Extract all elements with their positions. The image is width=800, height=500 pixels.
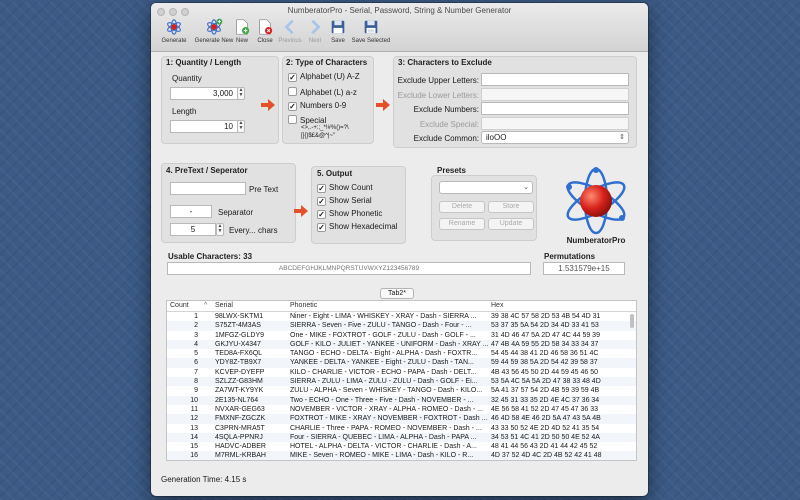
cell-count: 15 bbox=[190, 443, 198, 451]
flow-arrow-icon bbox=[376, 99, 390, 111]
cell-phonetic: TANGO - ECHO - DELTA - Eight - ALPHA - Dash - FOXTR... bbox=[290, 350, 478, 358]
sort-ascending-icon[interactable]: ^ bbox=[204, 302, 208, 309]
table-row[interactable] bbox=[167, 414, 636, 423]
table-scrollbar[interactable] bbox=[630, 314, 634, 328]
cell-hex: 4B 43 56 45 50 2D 44 59 45 46 50 bbox=[491, 368, 599, 376]
generate-new-label: Generate New bbox=[194, 38, 234, 44]
every-input[interactable]: 5 bbox=[170, 223, 216, 236]
cell-serial: KCVEP-DYEFP bbox=[215, 368, 265, 376]
cell-hex: 48 41 44 56 43 2D 41 44 42 45 52 bbox=[491, 443, 598, 451]
checkbox-checked[interactable]: ✓ bbox=[318, 223, 325, 232]
exclude-upper-label: Exclude Upper Letters: bbox=[397, 76, 479, 85]
cell-hex: 32 45 31 33 35 2D 4E 4C 37 36 34 bbox=[491, 396, 600, 404]
table-row[interactable] bbox=[167, 405, 636, 414]
cell-hex: 39 38 4C 57 58 2D 53 4B 54 4D 31 bbox=[491, 313, 601, 320]
cell-hex: 4E 56 58 41 52 2D 47 45 47 36 33 bbox=[491, 405, 599, 413]
length-stepper[interactable]: ▲ ▼ bbox=[238, 120, 244, 131]
cell-phonetic: Four - SIERRA - QUEBEC - LIMA - ALPHA - Dash - PAPA ... bbox=[290, 433, 477, 441]
checkbox-checked[interactable]: ✓ bbox=[318, 184, 325, 193]
alphabet-lower-checkbox[interactable] bbox=[288, 87, 357, 97]
cell-serial: FMXNF-ZGCZK bbox=[215, 415, 266, 423]
quantity-label: Quantity bbox=[172, 74, 202, 83]
show-count-checkbox[interactable] bbox=[317, 183, 373, 193]
cell-serial: 4SQLA-PPNRJ bbox=[215, 433, 263, 441]
pretext-input[interactable] bbox=[170, 182, 246, 195]
cell-phonetic: HOTEL - ALPHA - DELTA - VICTOR - CHARLIE - Dash - A... bbox=[290, 443, 477, 451]
update-preset-button[interactable]: Update bbox=[488, 218, 534, 230]
cell-phonetic: NOVEMBER - VICTOR - XRAY - ALPHA - ROMEO - Dash - ... bbox=[290, 405, 483, 413]
show-hexadecimal-label: Show Hexadecimal bbox=[329, 222, 398, 231]
atom-icon bbox=[165, 18, 183, 36]
save-selected-label: Save Selected bbox=[351, 38, 391, 44]
title-bar bbox=[151, 3, 648, 52]
special-chars-line-1: <>,.-+:;_*!#%()=?\ bbox=[301, 125, 349, 131]
cell-count: 1 bbox=[194, 313, 198, 320]
show-hexadecimal-checkbox[interactable] bbox=[317, 222, 397, 232]
cell-count: 3 bbox=[194, 331, 198, 339]
cell-serial: TED8A-FX6QL bbox=[215, 350, 263, 358]
usable-characters-field[interactable]: ABCDEFGHJKLMNPQRSTUVWXYZ123456789 bbox=[167, 262, 531, 275]
cell-hex: 46 4D 58 4E 46 2D 5A 47 43 5A 4B bbox=[491, 415, 601, 423]
chevron-left-icon bbox=[281, 18, 299, 36]
checkbox-checked[interactable]: ✓ bbox=[289, 73, 296, 82]
exclude-common-value: iloOO bbox=[486, 133, 507, 142]
table-row[interactable] bbox=[167, 321, 636, 330]
new-label: New bbox=[235, 38, 248, 44]
cell-count: 8 bbox=[194, 378, 198, 386]
cell-serial: YDY8Z-TB9X7 bbox=[215, 359, 262, 367]
cell-serial: ZA7WT-KY9YK bbox=[215, 387, 264, 395]
table-row[interactable] bbox=[167, 340, 636, 349]
cell-phonetic: SIERRA - ZULU - LIMA - ZULU - ZULU - Dash - GOLF - Ei... bbox=[290, 378, 478, 386]
exclude-common-select[interactable] bbox=[481, 131, 629, 144]
quantity-stepper[interactable]: ▲ ▼ bbox=[238, 87, 244, 98]
checkbox-unchecked[interactable] bbox=[288, 87, 297, 96]
cell-phonetic: CHARLIE - Three - PAPA - ROMEO - NOVEMBER - Dash - ... bbox=[290, 424, 482, 432]
table-row[interactable] bbox=[167, 312, 636, 321]
cell-hex: 54 45 44 38 41 2D 46 58 36 51 4C bbox=[491, 350, 599, 358]
pretext-heading: 4. PreText / Seperator bbox=[166, 166, 248, 175]
cell-phonetic: Niner - Eight - LIMA - WHISKEY - XRAY - Dash - SIERRA ... bbox=[290, 313, 477, 320]
show-count-label: Show Count bbox=[329, 183, 373, 192]
tab-selector-button[interactable]: Tab2* bbox=[380, 288, 414, 299]
alphabet-upper-label: Alphabet (U) A-Z bbox=[300, 72, 360, 81]
numberator-logo-icon bbox=[560, 163, 632, 235]
next-label: Next bbox=[308, 38, 322, 44]
delete-preset-button[interactable]: Delete bbox=[439, 201, 485, 213]
table-row[interactable] bbox=[167, 396, 636, 405]
logo-name: NumberatorPro bbox=[566, 236, 626, 245]
show-serial-checkbox[interactable] bbox=[317, 196, 372, 206]
permutations-field[interactable]: 1.531579e+15 bbox=[543, 262, 625, 275]
cell-hex: 34 53 51 4C 41 2D 50 50 4E 52 4A bbox=[491, 433, 600, 441]
table-row[interactable] bbox=[167, 349, 636, 358]
exclude-special-label: Exclude Special: bbox=[419, 120, 479, 129]
chevron-updown-icon: ⇕ bbox=[619, 134, 625, 141]
table-body bbox=[167, 312, 636, 461]
cell-phonetic: ZULU - ALPHA - Seven - WHISKEY - TANGO - Dash - KILO... bbox=[290, 387, 483, 395]
permutations-heading: Permutations bbox=[544, 252, 596, 261]
table-row[interactable] bbox=[167, 358, 636, 367]
chars-label: chars bbox=[258, 226, 278, 235]
numbers-checkbox[interactable] bbox=[288, 101, 346, 111]
exclude-heading: 3: Characters to Exclude bbox=[398, 58, 492, 67]
cell-phonetic: Two - ECHO - One - Three - Five - Dash - NOVEMBER - ... bbox=[290, 396, 474, 404]
table-header bbox=[167, 301, 636, 312]
checkbox-unchecked[interactable] bbox=[288, 115, 297, 124]
table-row[interactable] bbox=[167, 368, 636, 377]
cell-count: 16 bbox=[190, 452, 198, 460]
generate-label: Generate bbox=[161, 38, 187, 44]
alphabet-upper-checkbox[interactable] bbox=[288, 72, 360, 82]
length-input[interactable]: 10 bbox=[170, 120, 238, 133]
cell-hex: 31 4D 46 47 5A 2D 47 4C 44 59 39 bbox=[491, 331, 600, 339]
cell-phonetic: YANKEE - DELTA - YANKEE - Eight - ZULU - Dash - TAN... bbox=[290, 359, 474, 367]
cell-serial: M7RML-KRBAH bbox=[215, 452, 266, 460]
cell-count: 9 bbox=[194, 387, 198, 395]
column-serial[interactable]: Serial bbox=[215, 302, 233, 309]
column-count[interactable]: Count bbox=[170, 302, 189, 309]
separator-input[interactable]: - bbox=[170, 205, 212, 218]
cell-hex: 59 44 59 38 5A 2D 54 42 39 58 37 bbox=[491, 359, 598, 367]
cell-serial: 2E135-NL764 bbox=[215, 396, 259, 404]
exclude-upper-input[interactable] bbox=[481, 73, 629, 86]
close-label: Close bbox=[257, 38, 273, 44]
floppy-disk-icon bbox=[329, 18, 347, 36]
every-label: Every... bbox=[229, 226, 256, 235]
every-stepper[interactable]: ▲ ▼ bbox=[217, 223, 223, 234]
cell-phonetic: FOXTROT - MIKE - XRAY - NOVEMBER - FOXTROT - Dash ... bbox=[290, 415, 488, 423]
table-row[interactable] bbox=[167, 433, 636, 442]
exclude-lower-input[interactable] bbox=[481, 88, 629, 101]
table-row[interactable] bbox=[167, 442, 636, 451]
table-row[interactable] bbox=[167, 451, 636, 460]
quantity-input[interactable]: 3,000 bbox=[170, 87, 238, 100]
cell-serial: GKJYU-X4347 bbox=[215, 340, 261, 348]
chevron-down-icon: ⌄ bbox=[523, 184, 529, 191]
cell-count: 4 bbox=[194, 340, 198, 348]
cell-count: 7 bbox=[194, 368, 198, 376]
checkbox-checked[interactable]: ✓ bbox=[318, 197, 325, 206]
cell-count: 11 bbox=[190, 405, 198, 413]
exclude-numbers-input[interactable] bbox=[481, 102, 629, 115]
app-window bbox=[151, 3, 648, 496]
show-phonetic-label: Show Phonetic bbox=[329, 209, 383, 218]
cell-count: 10 bbox=[190, 396, 198, 404]
floppy-disk-selected-icon bbox=[362, 18, 380, 36]
column-phonetic[interactable]: Phonetic bbox=[290, 302, 318, 309]
exclude-special-input[interactable] bbox=[481, 117, 629, 130]
cell-count: 12 bbox=[190, 415, 198, 423]
column-hex[interactable]: Hex bbox=[491, 302, 504, 309]
rename-preset-button[interactable]: Rename bbox=[439, 218, 485, 230]
numbers-label: Numbers 0-9 bbox=[300, 101, 347, 110]
show-serial-label: Show Serial bbox=[329, 196, 372, 205]
cell-hex: 5A 41 37 57 54 2D 4B 59 39 59 4B bbox=[491, 387, 600, 395]
previous-button[interactable] bbox=[275, 18, 305, 50]
table-row[interactable] bbox=[167, 331, 636, 340]
cell-hex: 53 37 35 5A 54 2D 34 4D 33 41 53 bbox=[491, 322, 599, 330]
cell-phonetic: SIERRA - Seven - Five - ZULU - TANGO - Dash - Four - ... bbox=[290, 322, 472, 330]
cell-serial: 1MFGZ-GLDY9 bbox=[215, 331, 265, 339]
exclude-lower-label: Exclude Lower Letters: bbox=[397, 91, 479, 100]
presets-heading: Presets bbox=[437, 166, 466, 175]
cell-phonetic: KILO - CHARLIE - VICTOR - ECHO - PAPA - Dash - DELT... bbox=[290, 368, 477, 376]
cell-serial: SZLZZ-G83HM bbox=[215, 378, 263, 386]
cell-serial: S75ZT-4M3AS bbox=[215, 322, 261, 330]
store-preset-button[interactable]: Store bbox=[488, 201, 534, 213]
cell-serial: HADVC-ADBER bbox=[215, 443, 266, 451]
output-heading: 5. Output bbox=[317, 169, 353, 178]
table-row[interactable] bbox=[167, 424, 636, 433]
atom-plus-icon bbox=[205, 18, 223, 36]
cell-count: 5 bbox=[194, 350, 198, 358]
cell-serial: C3PRN-MRA5T bbox=[215, 424, 265, 432]
next-button[interactable] bbox=[303, 18, 327, 50]
cell-phonetic: MIKE - Seven - ROMEO - MIKE - LIMA - Dash - KILO - R... bbox=[290, 452, 474, 460]
flow-arrow-icon bbox=[261, 99, 275, 111]
checkbox-checked[interactable]: ✓ bbox=[289, 102, 296, 111]
cell-serial: 98LWX-SKTM1 bbox=[215, 313, 264, 320]
cell-hex: 4D 37 52 4D 4C 2D 4B 52 42 41 48 bbox=[491, 452, 602, 460]
save-selected-button[interactable] bbox=[347, 18, 395, 50]
show-phonetic-checkbox[interactable] bbox=[317, 209, 382, 219]
table-row[interactable] bbox=[167, 386, 636, 395]
character-type-heading: 2: Type of Characters bbox=[286, 58, 368, 67]
cell-count: 2 bbox=[194, 322, 198, 330]
cell-hex: 47 4B 4A 59 55 2D 58 34 33 34 37 bbox=[491, 340, 599, 348]
cell-count: 13 bbox=[190, 424, 198, 432]
special-checkbox[interactable] bbox=[288, 115, 326, 125]
cell-phonetic: GOLF - KILO - JULIET - YANKEE - UNIFORM - Dash - XRAY ... bbox=[290, 340, 488, 348]
exclude-numbers-label: Exclude Numbers: bbox=[413, 105, 479, 114]
generation-time-status: Generation Time: 4.15 s bbox=[161, 475, 247, 484]
cell-hex: 43 33 50 52 4E 2D 4D 52 41 35 54 bbox=[491, 424, 600, 432]
exclude-common-label: Exclude Common: bbox=[413, 134, 479, 143]
cell-serial: NVXAR-GEG63 bbox=[215, 405, 265, 413]
special-label: Special bbox=[300, 116, 327, 125]
cell-phonetic: One - MIKE - FOXTROT - GOLF - ZULU - Dash - GOLF - ... bbox=[290, 331, 476, 339]
pretext-label: Pre Text bbox=[249, 185, 279, 194]
previous-label: Previous bbox=[278, 38, 302, 44]
new-document-icon bbox=[233, 18, 251, 36]
results-table[interactable] bbox=[166, 300, 637, 461]
save-label: Save bbox=[331, 38, 345, 44]
chevron-right-icon bbox=[306, 18, 324, 36]
checkbox-checked[interactable]: ✓ bbox=[318, 210, 325, 219]
cell-count: 6 bbox=[194, 359, 198, 367]
usable-characters-heading: Usable Characters: 33 bbox=[168, 252, 253, 261]
quantity-heading: 1: Quantity / Length bbox=[166, 58, 242, 67]
separator-label: Separator bbox=[218, 208, 254, 217]
cell-hex: 53 5A 4C 5A 5A 2D 47 38 33 48 4D bbox=[491, 378, 601, 386]
alphabet-lower-label: Alphabet (L) a-z bbox=[300, 88, 357, 97]
cell-count: 14 bbox=[190, 433, 198, 441]
window-title: NumberatorPro - Serial, Password, String & Number Generator bbox=[287, 6, 512, 15]
special-chars-line-2: []{}$£&@^|~" bbox=[301, 133, 336, 139]
close-document-icon bbox=[256, 18, 274, 36]
presets-select[interactable] bbox=[439, 181, 533, 194]
table-row[interactable] bbox=[167, 377, 636, 386]
length-label: Length bbox=[172, 107, 197, 116]
flow-arrow-icon bbox=[294, 205, 308, 217]
